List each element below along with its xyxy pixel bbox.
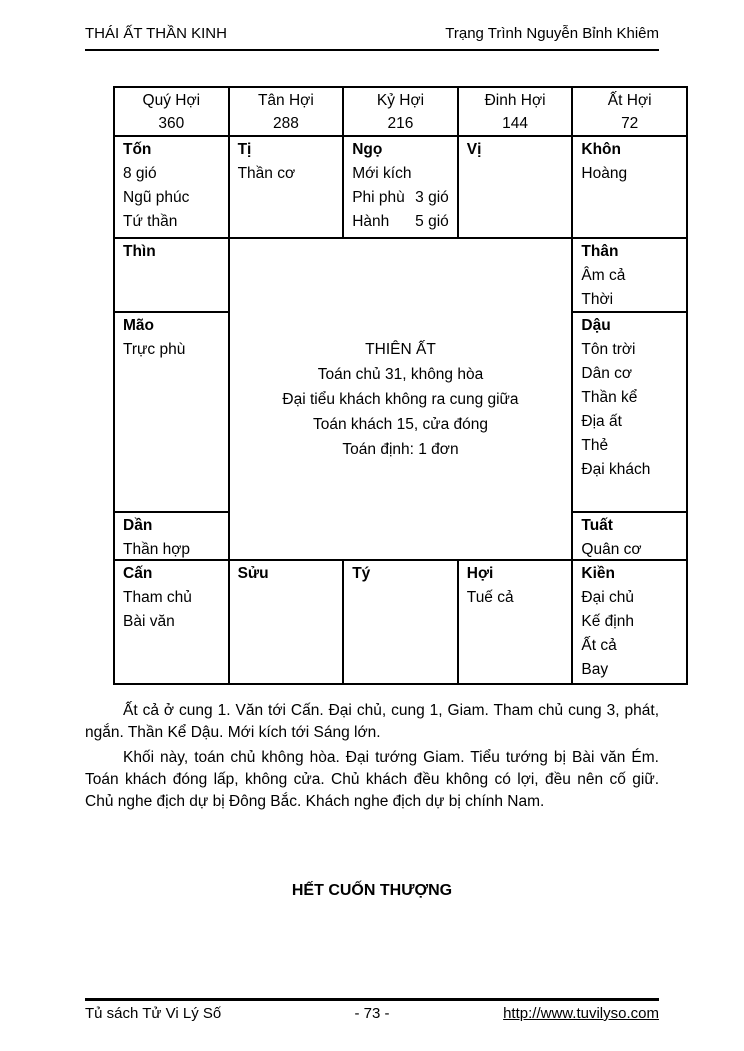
palace-dau xyxy=(573,313,686,511)
palace-line: Bài văn xyxy=(123,613,175,630)
palace-title: Tuất xyxy=(581,517,613,534)
palace-title: Tý xyxy=(352,565,371,582)
palace-line: Thần kể xyxy=(581,389,638,406)
chart-center-line: Toán định: 1 đơn xyxy=(342,440,459,458)
palace-title: Thân xyxy=(581,243,619,260)
chart-center-line: Toán khách 15, cửa đóng xyxy=(313,415,488,433)
palace-title: Vị xyxy=(466,141,482,158)
palace-line-right: 3 gió xyxy=(415,189,449,206)
year-column-dinh-hoi xyxy=(459,88,572,135)
palace-line: Ất cả xyxy=(581,637,617,654)
palace-title: Hợi xyxy=(466,565,494,582)
series-name: Tủ sách Tử Vi Lý Số xyxy=(85,1005,222,1022)
year-column-ky-hoi xyxy=(344,88,457,135)
palace-line: Tứ thần xyxy=(123,213,178,230)
palace-title: Cấn xyxy=(123,565,153,582)
palace-line: Thời xyxy=(581,291,614,308)
palace-ti xyxy=(230,137,343,237)
palace-title: Tị xyxy=(237,141,252,158)
palace-dan xyxy=(115,513,228,559)
year-label: Đinh Hợi xyxy=(484,92,546,109)
chart-center-title: THIÊN ẤT xyxy=(365,340,436,358)
year-value: 216 xyxy=(387,115,414,132)
palace-kien xyxy=(573,561,686,683)
palace-line: Thần cơ xyxy=(237,165,296,182)
palace-mao xyxy=(115,313,228,511)
year-value: 144 xyxy=(502,115,529,132)
chart-center xyxy=(230,239,572,559)
palace-ngo xyxy=(344,137,457,237)
author-name: Trạng Trình Nguyễn Bỉnh Khiêm xyxy=(445,25,659,42)
palace-title: Ngọ xyxy=(352,141,383,158)
palace-line: Bay xyxy=(581,661,609,678)
palace-can xyxy=(115,561,228,683)
book-title: THÁI ẤT THẦN KINH xyxy=(85,25,227,42)
year-value: 288 xyxy=(272,115,299,132)
palace-line: Tuế cả xyxy=(466,589,514,606)
palace-title: Tốn xyxy=(123,141,152,158)
website-link[interactable]: http://www.tuvilyso.com xyxy=(503,1005,659,1022)
palace-title: Kiền xyxy=(581,565,615,582)
commentary-paragraph-2: Khối này, toán chủ không hòa. Đại tướng Giam. Tiểu tướng bị Bài văn Ém. Toán khách đóng lấp, không cửa. Chủ khách đều không có lợi, đều nên cố giữ. Chủ nghe địch dự bị Đông Bắc. Khách nghe địch dự bị chính Nam. xyxy=(85,749,659,810)
palace-title: Khôn xyxy=(581,141,621,158)
palace-line: Đại chủ xyxy=(581,589,634,606)
palace-line: Hoàng xyxy=(581,165,628,182)
palace-vi xyxy=(459,137,572,237)
palace-ton xyxy=(115,137,228,237)
year-value: 360 xyxy=(158,115,185,132)
palace-line: 8 gió xyxy=(123,165,157,182)
palace-line: Dân cơ xyxy=(581,365,633,382)
year-label: Kỷ Hợi xyxy=(376,92,425,109)
palace-line-right: 5 gió xyxy=(415,213,449,230)
palace-line: Địa ất xyxy=(581,413,622,430)
palace-line: Quân cơ xyxy=(581,541,642,558)
page-number: - 73 - xyxy=(354,1005,390,1022)
year-label: Ất Hợi xyxy=(607,92,652,109)
year-label: Tân Hợi xyxy=(257,92,314,109)
year-column-at-hoi xyxy=(573,88,686,135)
palace-line-left: Hành xyxy=(352,213,390,230)
year-column-tan-hoi xyxy=(230,88,343,135)
palace-line: Ngũ phúc xyxy=(123,189,190,206)
palace-line: Tôn trời xyxy=(581,341,636,358)
palace-line: Trực phù xyxy=(123,341,186,358)
commentary xyxy=(85,700,659,816)
palace-line: Tham chủ xyxy=(123,589,192,606)
chart-center-line: Đại tiểu khách không ra cung giữa xyxy=(282,390,519,408)
palace-title: Dậu xyxy=(581,317,611,334)
palace-title: Mão xyxy=(123,317,154,334)
palace-tuat xyxy=(573,513,686,559)
palace-line: Đại khách xyxy=(581,461,651,478)
year-value: 72 xyxy=(621,115,639,132)
palace-khon xyxy=(573,137,686,237)
palace-title: Sửu xyxy=(237,565,269,582)
palace-line-left: Phi phù xyxy=(352,189,405,206)
palace-line: Thẻ xyxy=(581,437,609,454)
palace-line-pair xyxy=(352,186,449,210)
palace-suu xyxy=(230,561,343,683)
closing-heading: HẾT CUỐN THƯỢNG xyxy=(291,882,453,899)
palace-title: Thìn xyxy=(123,243,156,260)
palace-ty xyxy=(344,561,457,683)
year-column-quy-hoi xyxy=(115,88,228,135)
year-label: Quý Hợi xyxy=(142,92,201,109)
page-header xyxy=(85,25,659,51)
palace-thin xyxy=(115,239,228,311)
palace-line: Âm cả xyxy=(581,267,626,284)
thai-at-chart-table xyxy=(113,86,688,685)
palace-than xyxy=(573,239,686,311)
commentary-paragraph-1: Ất cả ở cung 1. Văn tới Cấn. Đại chủ, cung 1, Giam. Tham chủ cung 3, phát, ngắn. Thần Kể Dậu. Mới kích tới Sáng lớn. xyxy=(85,702,659,741)
palace-hoi xyxy=(459,561,572,683)
chart-center-line: Toán chủ 31, không hòa xyxy=(317,365,484,383)
palace-line: Mới kích xyxy=(352,165,412,182)
palace-line: Kế định xyxy=(581,613,634,630)
palace-line-pair xyxy=(352,210,449,234)
palace-line: Thần hợp xyxy=(123,541,191,558)
page-footer xyxy=(85,998,659,1022)
palace-title: Dần xyxy=(123,517,153,534)
